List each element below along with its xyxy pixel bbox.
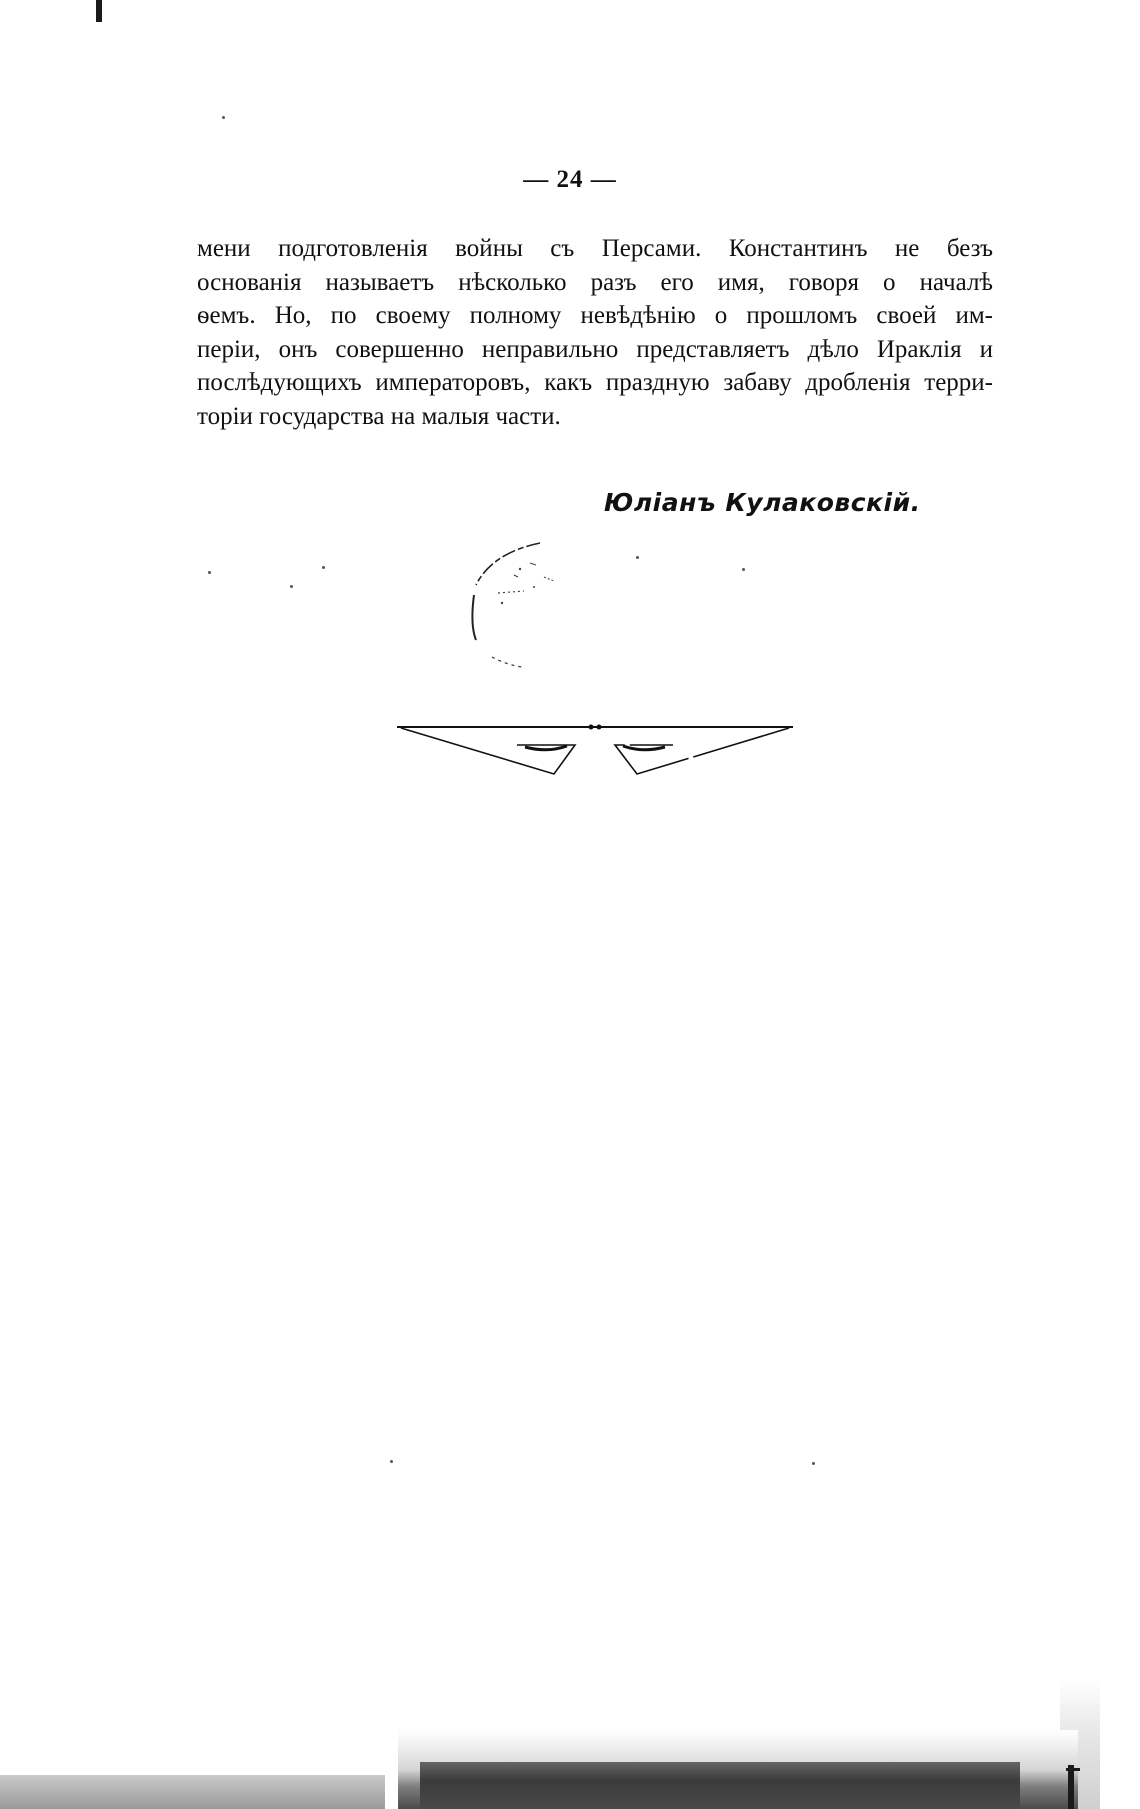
scan-speck xyxy=(222,116,225,119)
text-line: основанія называетъ нѣсколько разъ его имя, говоря о началѣ xyxy=(197,268,993,296)
scan-corner-mark xyxy=(96,0,102,22)
scan-speck xyxy=(636,556,639,559)
library-stamp-icon xyxy=(462,535,602,675)
scan-corner-mark xyxy=(1066,1768,1080,1771)
scan-speck xyxy=(742,568,745,571)
text-line: торіи государства на малыя части. xyxy=(197,402,561,430)
scan-speck xyxy=(208,571,211,574)
scan-shadow xyxy=(0,1775,385,1809)
page-number: — 24 — xyxy=(523,166,617,193)
scan-corner-mark xyxy=(1068,1765,1074,1809)
author-signature: Юліанъ Кулаковскій. xyxy=(604,488,921,517)
body-paragraph xyxy=(197,232,993,433)
text-line: періи, онъ совершенно неправильно представляетъ дѣло Ираклія и xyxy=(197,335,993,363)
scan-speck xyxy=(390,1460,393,1463)
scan-speck xyxy=(290,585,293,588)
text-line: ѳемъ. Но, по своему полному невѣдѣнію о прошломъ своей им- xyxy=(197,302,993,329)
text-line: мени подготовленія войны съ Персами. Константинъ не безъ xyxy=(197,235,993,262)
tailpiece-ornament-icon xyxy=(397,715,793,775)
scan-shadow xyxy=(420,1762,1020,1809)
scan-speck xyxy=(812,1462,815,1465)
scan-speck xyxy=(322,566,325,569)
text-line: послѣдующихъ императоровъ, какъ праздную забаву дробленія терри- xyxy=(197,369,993,396)
